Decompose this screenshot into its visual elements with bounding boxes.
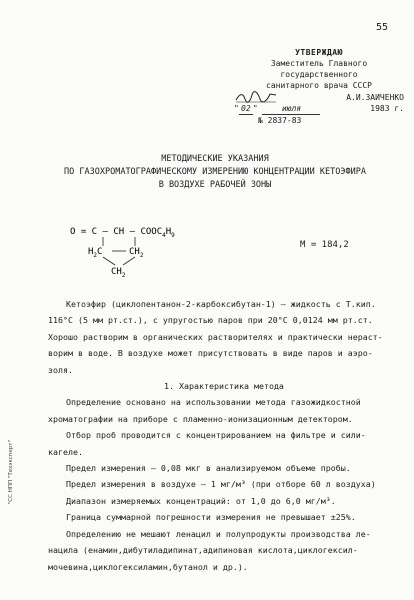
- approval-position-1: Заместитель Главного: [270, 59, 368, 68]
- body-p2-line2: хроматографии на приборе с пламенно-ионизационным детектором.: [48, 413, 353, 424]
- body-p2-line1: Определение основано на использовании метода газожидкостной: [66, 397, 361, 408]
- formula-sub-h: 9: [171, 232, 175, 239]
- approval-block: [234, 47, 404, 126]
- formula-bottom-ch: CH: [111, 267, 122, 277]
- svg-text:CH2: [111, 267, 126, 278]
- body-p1-line5: золя.: [48, 364, 73, 375]
- formula-sub-c: 4: [162, 232, 166, 239]
- body-p1-line4: ворим в воде. В воздухе может присутствовать в виде паров и аэро-: [48, 348, 373, 359]
- section-heading: 1. Характеристика метода: [164, 381, 284, 392]
- page-number: 55: [375, 22, 388, 33]
- formula-left-c: C: [97, 247, 103, 257]
- formula-top-row: O = C – CH – COOC: [70, 227, 163, 237]
- approval-position-2: государственного: [280, 70, 358, 79]
- approval-title: УТВЕРЖДАЮ: [295, 48, 343, 57]
- molar-mass: М = 184,2: [300, 240, 349, 250]
- formula-diagram: [70, 224, 210, 278]
- body-p6: Диапазон измеряемых концентраций: от 1,0 до 6,0 мг/м³.: [66, 495, 336, 506]
- body-p4: Предел измерения – 0,08 мкг в анализируемом объеме пробы.: [66, 463, 351, 474]
- approval-position-3: санитарного врача СССР: [266, 81, 372, 90]
- approval-date-day: 02: [239, 103, 253, 115]
- body-p5: Предел измерения в воздухе – 1 мг/м³ (при отборе 60 л воздуха): [66, 479, 376, 490]
- body-p3-line2: кагеле.: [48, 446, 83, 457]
- approval-date-year: 1983 г.: [370, 104, 404, 113]
- signature-scribble: [234, 91, 278, 103]
- body-p1-line2: 116°С (5 мм рт.ст.), с упругостью паров при 20°С 0,0124 мм рт.ст.: [48, 315, 373, 326]
- formula-bottom-sub: 2: [121, 272, 126, 278]
- svg-text:CH2: [129, 247, 144, 259]
- body-p8-line2: нацила (енамин,дибутиладипинат,адипиновая кислота,циклогексил-: [48, 545, 358, 556]
- approval-number: № 2837-83: [258, 116, 302, 125]
- body-p7: Граница суммарной погрешности измерения не превышает ±25%.: [66, 512, 356, 523]
- title-line-2: ПО ГАЗОХРОМАТОГРАФИЧЕСКОМУ ИЗМЕРЕНИЮ КОНЦЕНТРАЦИИ КЕТОЭФИРА: [64, 167, 366, 177]
- formula-left-h: H: [88, 247, 94, 257]
- title-line-3: В ВОЗДУХЕ РАБОЧЕЙ ЗОНЫ: [158, 180, 272, 190]
- formula-h: H: [165, 227, 172, 237]
- document-body: [48, 296, 400, 575]
- document-title: [30, 153, 400, 192]
- approval-date: " 02 " июля 1983 г.: [234, 104, 404, 113]
- body-p8-line3: мочевина,циклогексиламин,бутанол и др.).: [48, 561, 248, 572]
- approver-name: А.И.ЗАИЧЕНКО: [346, 92, 404, 102]
- title-line-1: МЕТОДИЧЕСКИЕ УКАЗАНИЯ: [161, 154, 269, 164]
- body-p3-line1: Отбор проб проводится с концентрированием на фильтре и сили-: [66, 430, 366, 441]
- side-watermark: "СС НПП "Техэксперт": [8, 440, 14, 505]
- svg-text:H2C: [88, 247, 102, 259]
- formula-right-sub: 2: [139, 252, 144, 259]
- formula-right-ch: CH: [129, 247, 140, 257]
- structural-formula: [70, 224, 210, 278]
- approval-date-month: июля: [262, 103, 320, 115]
- formula-left-sub: 2: [93, 252, 98, 259]
- signature-line: [234, 91, 404, 103]
- body-p8-line1: Определению не мешают ленацил и полупродукты производства ле-: [66, 528, 371, 539]
- svg-text:O = C – CH – COOC4H9: [70, 227, 175, 239]
- body-p1-line3: Хорошо растворим в органических растворителях и практически нераст-: [48, 331, 383, 342]
- body-p1-line1: Кетоэфир (циклопентанон-2-карбоксибутан-1) – жидкость с Т.кип.: [66, 299, 376, 309]
